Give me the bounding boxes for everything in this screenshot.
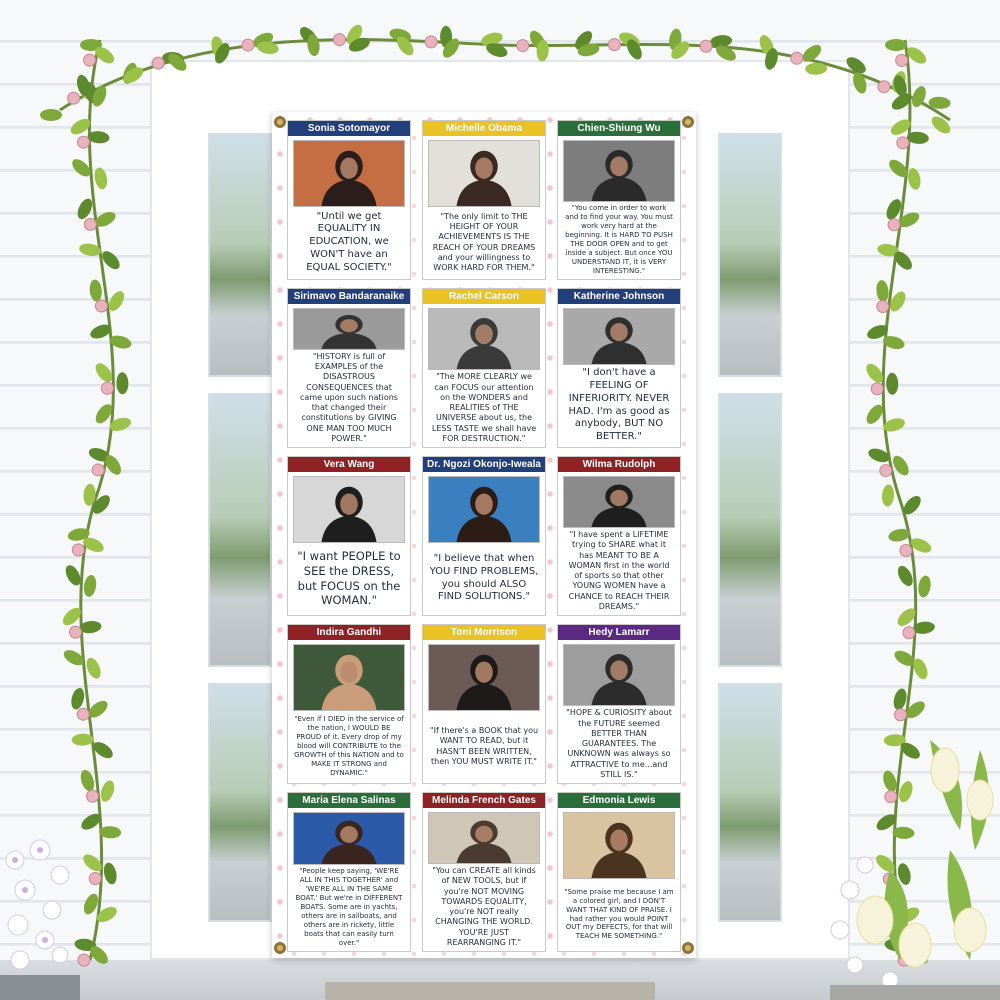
portrait-seaside-woman-icon xyxy=(428,308,540,370)
quote-text: "I have spent a LIFETIME trying to SHARE what it has MEANT TO BE A WOMAN first in the world of sports so that other YOUNG WOMEN have a CHANCE to REACH THEIR DREAMS." xyxy=(568,530,670,611)
quote-card xyxy=(557,288,681,448)
left-window-pane xyxy=(200,125,280,385)
right-window-pane xyxy=(710,675,790,930)
quote-card xyxy=(287,792,411,952)
quote-card xyxy=(287,624,411,784)
portrait-headwrap-woman-icon xyxy=(428,476,540,543)
quote-text: "Some praise me because I am a colored girl, and I DON'T WANT THAT KIND OF PRAISE. I had rather you would POINT OUT my DEFECTS, for that will TEACH ME SOMETHING." xyxy=(564,887,674,941)
quote-text: "Even if I DIED in the service of the nation, I WOULD BE PROUD of it. Every drop of my blood will CONTRIBUTE to the GROWTH of this NATION and to MAKE IT STRONG and DYNAMIC." xyxy=(294,715,404,777)
card-name-header: Katherine Johnson xyxy=(558,289,680,304)
quote-card xyxy=(422,288,546,448)
portrait-dark-hair-woman-icon xyxy=(293,476,405,543)
quote-card xyxy=(422,120,546,280)
quote-card xyxy=(422,624,546,784)
card-name-header: Wilma Rudolph xyxy=(558,457,680,472)
quote-text: "You come in order to work and to find your way. You must work very hard at the beginning. It is HARD TO PUSH THE DOOR OPEN and to get inside a subject. But once YOU UNDERSTAND IT, it is VERY INTERESTING." xyxy=(565,204,673,276)
quote-card xyxy=(287,120,411,280)
card-name-header: Indira Gandhi xyxy=(288,625,410,640)
grommet-icon xyxy=(682,116,694,128)
quote-text: "You can CREATE all kinds of NEW TOOLS, but if you're NOT MOVING TOWARDS EQUALITY, you're NOT really CHANGING THE WORLD. YOU'RE JUST REARRANGING IT." xyxy=(432,866,536,947)
left-window-pane xyxy=(200,385,280,675)
card-name-header: Sonia Sotomayor xyxy=(288,121,410,136)
quote-card xyxy=(287,288,411,448)
card-name-header: Toni Morrison xyxy=(423,625,545,640)
doormat xyxy=(325,982,655,1000)
card-name-header: Dr. Ngozi Okonjo-Iweala xyxy=(423,457,545,472)
quote-card xyxy=(557,120,681,280)
card-name-header: Melinda French Gates xyxy=(423,793,545,808)
card-name-header: Michelle Obama xyxy=(423,121,545,136)
quote-card xyxy=(557,792,681,952)
portrait-smiling-woman-icon xyxy=(293,644,405,711)
card-name-header: Sirimavo Bandaranaike xyxy=(288,289,410,304)
portrait-writing-woman-icon xyxy=(293,308,405,350)
portrait-globe-woman-icon xyxy=(563,308,675,365)
grommet-icon xyxy=(682,942,694,954)
quote-text: "HISTORY is full of EXAMPLES of the DISASTROUS CONSEQUENCES that came upon such nations that changed their constitutions by GIVING ONE MAN TOO MUCH POWER." xyxy=(300,351,398,443)
quote-text: "I want PEOPLE to SEE the DRESS, but FOCUS on the WOMAN." xyxy=(297,549,401,608)
card-name-header: Edmonia Lewis xyxy=(558,793,680,808)
portrait-office-woman-icon xyxy=(428,812,540,864)
quote-text: "The MORE CLEARLY we can FOCUS our attention on the WONDERS and REALITIES of THE UNIVERSE about us, the LESS TASTE we shall have FOR DESTRUCTION." xyxy=(431,372,537,443)
grommet-icon xyxy=(274,942,286,954)
portrait-athlete-woman-icon xyxy=(563,476,675,528)
quote-text: "If there's a BOOK that you WANT TO READ, but it HASN'T BEEN WRITTEN, then YOU MUST WRITE IT." xyxy=(429,726,539,766)
portrait-desk-woman-icon xyxy=(563,644,675,706)
card-name-header: Maria Elena Salinas xyxy=(288,793,410,808)
portrait-grey-hair-woman-icon xyxy=(428,644,540,711)
left-window-pane xyxy=(200,675,280,930)
white-tulips-icon xyxy=(830,730,1000,1000)
portrait-laboratory-woman-icon xyxy=(563,140,675,202)
quote-text: "People keep saying, 'WE'RE ALL IN THIS TOGETHER' and 'WE'RE ALL IN THE SAME BOAT.' But we're in DIFFERENT BOATS. Some are in yachts, others are in sailboats, and others are in rickety, little boats that can easily turn over." xyxy=(295,867,403,948)
quote-card xyxy=(422,456,546,616)
women-quotes-banner xyxy=(272,112,696,958)
quote-text: "I believe that when YOU FIND PROBLEMS, you should ALSO FIND SOLUTIONS." xyxy=(429,552,539,603)
quote-text: "Until we get EQUALITY IN EDUCATION, we WON'T have an EQUAL SOCIETY." xyxy=(306,210,392,273)
right-window-pane xyxy=(710,125,790,385)
quote-card xyxy=(557,456,681,616)
grommet-icon xyxy=(274,116,286,128)
white-flowers-icon xyxy=(0,830,80,1000)
portrait-smiling-woman-icon xyxy=(428,140,540,207)
portrait-seated-woman-icon xyxy=(293,140,405,207)
card-name-header: Chien-Shiung Wu xyxy=(558,121,680,136)
quote-text: "The only limit to THE HEIGHT OF YOUR ACHIEVEMENTS IS THE REACH OF YOUR DREAMS and your willingness to WORK HARD FOR THEM." xyxy=(432,211,536,272)
quote-card xyxy=(557,624,681,784)
quote-text: "I don't have a FEELING OF INFERIORITY. NEVER HAD. I'm as good as anybody, BUT NO BETTER." xyxy=(568,367,670,443)
portrait-sepia-woman-icon xyxy=(563,812,675,879)
card-name-header: Hedy Lamarr xyxy=(558,625,680,640)
card-name-header: Rachel Carson xyxy=(423,289,545,304)
quote-card-grid xyxy=(287,120,681,952)
quote-card xyxy=(422,792,546,952)
portrait-news-anchor-woman-icon xyxy=(293,812,405,865)
quote-text: "HOPE & CURIOSITY about the FUTURE seemed BETTER THAN GUARANTEES. The UNKNOWN was always so ATTRACTIVE to me...and STILL IS." xyxy=(566,708,672,779)
quote-card xyxy=(287,456,411,616)
card-name-header: Vera Wang xyxy=(288,457,410,472)
right-window-pane xyxy=(710,385,790,675)
